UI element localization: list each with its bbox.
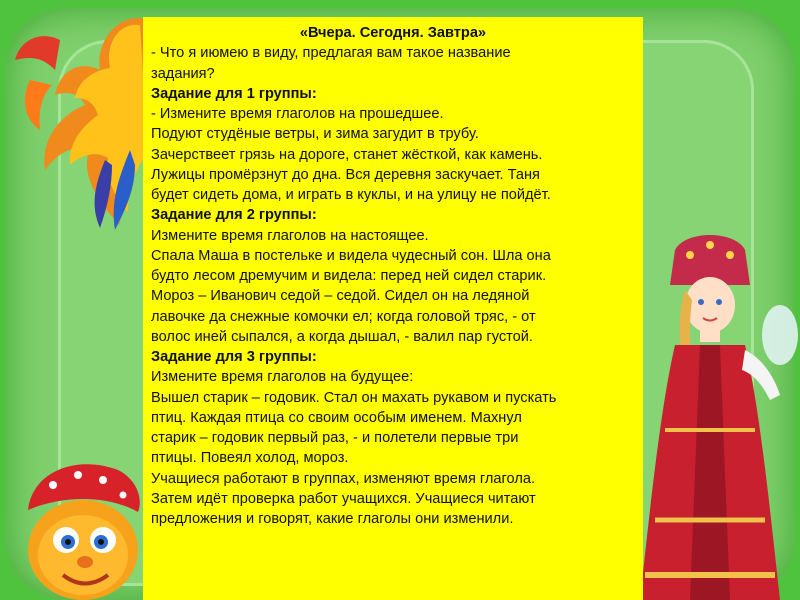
document-body — [151, 43, 635, 529]
text-line: Затем идёт проверка работ учащихся. Учащиеся читают — [151, 490, 536, 507]
text-line: задания? — [151, 65, 215, 82]
text-line: птиц. Каждая птица со своим особым именем. Махнул — [151, 409, 522, 426]
text-line: Вышел старик – годовик. Стал он махать рукавом и пускать — [151, 389, 557, 406]
text-line: волос иней сыпался, а когда дышал, - валил пар густой. — [151, 328, 533, 345]
text-line: Подуют студёные ветры, и зима загудит в трубу. — [151, 126, 479, 143]
text-line: птицы. Повеял холод, мороз. — [151, 450, 349, 467]
text-line: - Что я июмею в виду, предлагая вам такое название — [151, 45, 511, 62]
text-line: Измените время глаголов на настоящее. — [151, 227, 429, 244]
text-line: старик – годовик первый раз, - и полетели первые три — [151, 430, 519, 446]
text-box — [143, 17, 643, 600]
text-line: Мороз – Иванович седой – седой. Сидел он на ледяной — [151, 288, 530, 305]
text-line: Учащиеся работают в группах, изменяют время глагола. — [151, 470, 536, 487]
section-heading: Задание для 1 группы: — [151, 85, 317, 102]
text-line: предложения и говорят, какие глаголы они изменили. — [151, 511, 514, 527]
text-line: Спала Маша в постельке и видела чудесный сон. Шла она — [151, 247, 551, 264]
section-heading: Задание для 2 группы: — [151, 207, 317, 224]
text-line: будто лесом дремучим и видела: перед ней сидел старик. — [151, 268, 547, 284]
text-line: - Измените время глаголов на прошедшее. — [151, 106, 444, 122]
text-line: Лужицы промёрзнут до дна. Вся деревня заскучает. Таня — [151, 166, 540, 183]
document-title: «Вчера. Сегодня. Завтра» — [299, 25, 487, 41]
text-line: будет сидеть дома, и играть в куклы, и на улицу не пойдёт. — [151, 187, 551, 203]
russian-girl-illustration — [630, 230, 800, 600]
text-line: Зачерствеет грязь на дороге, станет жёсткой, как камень. — [151, 146, 543, 163]
section-heading: Задание для 3 группы: — [151, 349, 317, 365]
text-line: Измените время глаголов на будущее: — [151, 369, 414, 386]
text-line: лавочке да снежные комочки ел; когда головой тряс, - от — [151, 308, 536, 325]
kolobok-illustration — [8, 440, 148, 600]
